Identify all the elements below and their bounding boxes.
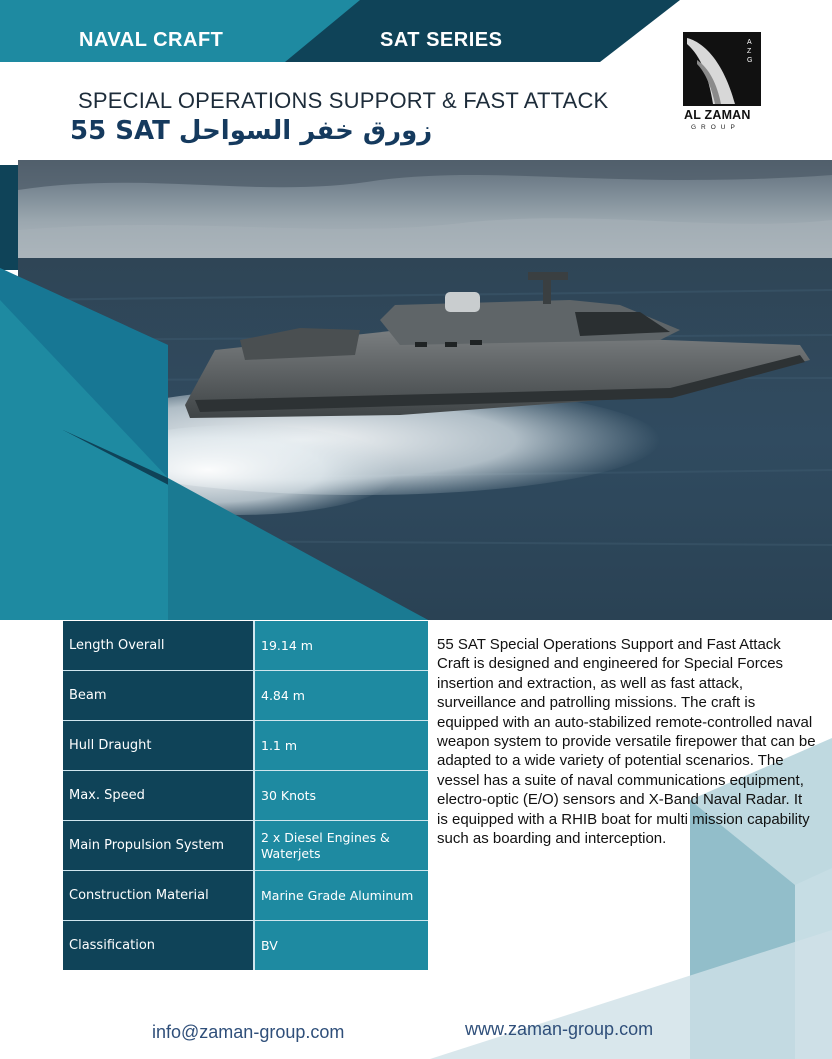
spec-value: 19.14 m [254,621,428,671]
spec-value: 1.1 m [254,721,428,771]
spec-label: Construction Material [63,871,254,921]
spec-value: 2 x Diesel Engines & Waterjets [254,821,428,871]
description-text: 55 SAT Special Operations Support and Fast Attack Craft is designed and engineered for Special Forces insertion and extraction, as well as fast attack, surveillance and patrolling missions. The craft is equipped with an auto-stabilized remote-controlled naval weapon system to provide versatile firepower that can be adapted to a wide variety of potential scenarios. The vessel has a suite of naval communications equipment, electro-optic (E/O) sensors and X-Band Naval Radar. It is equipped with a RHIB boat for multi mission capability such as boarding and interception. [437,636,816,848]
logo-tagline: GROUP [691,124,740,131]
logo-monogram: A Z G [747,39,753,64]
spec-value: 4.84 m [254,671,428,721]
footer-website[interactable]: www.zaman-group.com [465,1019,654,1039]
spec-value: BV [254,921,428,971]
spec-row [63,721,428,771]
spec-row [63,671,428,721]
spec-row [63,621,428,671]
spec-table-body [63,621,428,970]
spec-row [63,771,428,821]
header-category: NAVAL CRAFT [79,29,224,51]
spec-label: Max. Speed [63,771,254,821]
logo-name: AL ZAMAN [684,108,751,122]
spec-label: Main Propulsion System [63,821,254,871]
header-series: SAT SERIES [380,29,503,51]
spec-row [63,921,428,971]
page-title: 55 SAT زورق خفر السواحل [70,116,433,146]
spec-label: Classification [63,921,254,971]
spec-table [63,621,428,970]
spec-value: Marine Grade Aluminum [254,871,428,921]
spec-row [63,871,428,921]
spec-label: Hull Draught [63,721,254,771]
spec-value: 30 Knots [254,771,428,821]
footer-email[interactable]: info@zaman-group.com [152,1022,345,1042]
spec-label: Beam [63,671,254,721]
spec-label: Length Overall [63,621,254,671]
spec-row [63,821,428,871]
page-subtitle: SPECIAL OPERATIONS SUPPORT & FAST ATTACK [78,88,609,113]
